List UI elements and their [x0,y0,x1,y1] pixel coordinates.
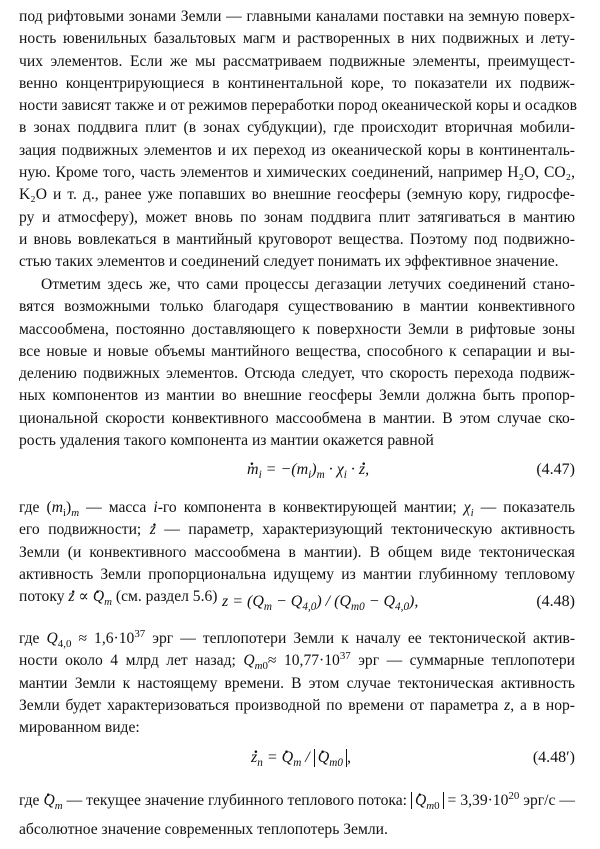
paragraph-1 [19,6,575,274]
text-line: под рифтовыми зонами Земли — главными каналами поставки на земную поверх- [19,8,575,25]
text-line: Отметим здесь же, что сами процессы дегазации летучих соединений стано- [41,276,575,293]
equation-4-48-number: (4.48) [536,593,575,610]
equation-4-48 [19,588,575,616]
text-line: в зонах поддвига плит (в зонах субдукции), где происходит вторичная мобили- [19,119,575,137]
equation-4-48-prime-number: (4.48′) [532,749,575,766]
text-line: массообмена, постоянно доставляющего к поверхности Земли в рифтовые зоны [19,320,575,338]
text-line: делению подвижных элементов. Отсюда следует, что скорость перехода подвиж- [19,365,575,383]
text-line: ных компонентов из мантии во внешние геосферы Земли должна быть пропор- [19,387,575,405]
equation-4-47-formula: m $._i = -(m_i)_m \cdot \chi_i \cdot z$ ., [247,456,369,484]
text-line: стью таких элементов и соединений следует понимать их эффективное значение. [19,253,559,271]
equation-4-48-formula: $z = (Q_m - Q_{4,0}) / (Q_{m0} - Q_{4,0})$, [222,593,419,614]
paragraph-2 [19,274,575,452]
paragraph-3: где $(m_i)_m$ — масса i-го компонента в конвектирующей мантии; $\chi_i$ — показатель его подвижности; z . — параметр, характеризующий тектоническую активность Земли (и конвективного массообмена в мантии). В общем виде тектоническая активность Земли пропорциональна идущему из мантии глубинному тепловому потоку z . ∝ Q $._m$ (см. раздел 5.6) [19,497,575,608]
text-line: K₂O и т. д., ранее уже попавших во внешние геосферы (земную кору, гидросфе- [19,186,575,204]
text-line: ность ювенильных базальтовых магм и растворенных в них подвижных и лету- [19,30,575,48]
text-line: ности зависят также и от режимов переработки пород океанической коры и осадков [19,97,577,115]
equation-4-47-number: (4.47) [536,461,575,478]
text-line: и вновь вовлекаться в мантийный круговорот вещества. Поэтому под подвижно- [19,230,575,248]
text-line: все новые и новые объемы мантийного вещества, способного к сепарации и вы- [19,342,575,360]
text-line: венно концентрирующиеся в континентальной коре, то показатели их подвиж- [19,74,575,92]
text-line: ру и атмосферу), может вновь по зонам поддвига плит затягиваться в мантию [19,208,575,226]
equation-4-48-prime-formula: z $._n = Q$ $._m$ / Q $._{m0}$ , [251,744,351,772]
text-line: чих элементов. Если же мы рассматриваем подвижные элементы, преимущест- [19,52,575,70]
paragraph-5: где Q $._m$ — текущее значение глубинного теплового потока: Q $._{m0} = 3,39\cdot 10^{20}$ эрг/с — абсолютное значение современных теплопотерь Земли. [19,786,575,844]
text-line: рость удаления такого компонента из мантии окажется равной [19,432,434,450]
equation-4-48-prime [19,744,575,772]
text-line: ную. Кроме того, часть элементов и химических соединений, например H₂O, CO₂, [19,164,575,182]
paragraph-4: где $Q_{4,0} \approx 1,6\cdot 10^{37}$ эрг — теплопотери Земли к началу ее тектонической актив- ности около 4 млрд лет назад; $Q_{m0}\approx 10,77\cdot 10^{37}$ эрг — суммарные теплопотери мантии Земли к настоящему времени. В этом случае тектоническая активность Земли будет характеризоваться производной по времени от параметра z, а в нор- мированном виде: [19,627,576,737]
text-line: зация подвижных элементов и их переход из океанической коры в континенталь- [19,141,575,159]
equation-4-47 [19,456,575,484]
text-line: вятся возможными только благодаря существованию в мантии конвективного [19,298,575,316]
text-line: циональной скорости конвективного массообмена в мантии. В этом случае ско- [19,409,575,427]
